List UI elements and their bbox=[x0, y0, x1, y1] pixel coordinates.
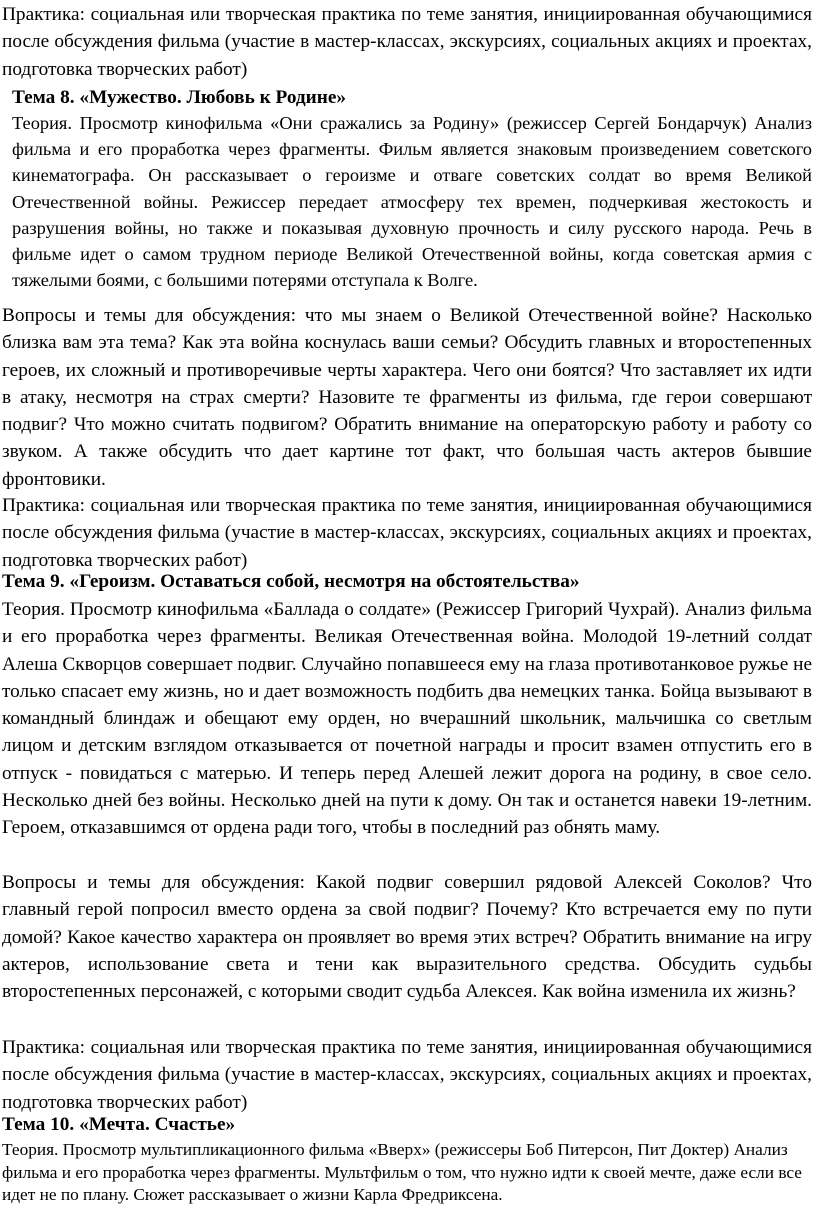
topic-8-theory-paragraph: Теория. Просмотр кинофильма «Они сражались за Родину» (режиссер Сергей Бондарчук) Анализ фильма и его проработка через фрагменты. Фильм является знаковым произведением советского кинематографа. Он рассказывает о героизме и отваге советских солдат во время Великой Отечественной войны. Режиссер передает атмосферу тех времен, подчеркивая жестокость и разрушения войны, но также и показывая духовную прочность и силу русского народа. Речь в фильме идет о самом трудном периоде Великой Отечественной войны, когда советская армия с тяжелыми боями, с большими потерями отступала к Волге. bbox=[12, 113, 812, 291]
topic-10-heading: Тема 10. «Мечта. Счастье» bbox=[2, 1114, 236, 1135]
topic-10-theory-paragraph: Теория. Просмотр мультипликационного фильма «Вверх» (режиссеры Боб Питерсон, Пит Доктер) Анализ фильма и его проработка через фрагменты. Мультфильм о том, что нужно идти к своей мечте, даже если все идет не по плану. Сюжет рассказывает о жизни Карла Фредриксена. bbox=[2, 1140, 802, 1204]
topic-9-practice-paragraph: Практика: социальная или творческая практика по теме занятия, инициированная обучающимися после обсуждения фильма (участие в мастер-классах, экскурсиях, социальных акциях и проектах, подготовка творческих работ) bbox=[2, 1037, 812, 1113]
topic-9-theory-paragraph: Теория. Просмотр кинофильма «Баллада о солдате» (Режиссер Григорий Чухрай). Анализ фильма и его проработка через фрагменты. Великая Отечественная война. Молодой 19-летний солдат Алеша Скворцов совершает подвиг. Случайно попавшееся ему на глаза противотанковое ружье не только спасает ему жизнь, но и дает возможность подбить два немецких танка. Бойца вызывают в командный блиндаж и обещают ему орден, но вчерашний школьник, мальчишка со светлым лицом и детским взглядом отказывается от почетной награды и просит взамен отпустить его в отпуск - повидаться с матерью. И теперь перед Алешей лежит дорога на родину, в свое село. Несколько дней без войны. Несколько дней на пути к дому. Он так и останется навеки 19-летним. Героем, отказавшимся от ордена ради того, чтобы в последний раз обнять маму. bbox=[2, 599, 812, 839]
topic-8-questions-paragraph: Вопросы и темы для обсуждения: что мы знаем о Великой Отечественной войне? Насколько близка вам эта тема? Как эта война коснулась ваши семьи? Обсудить главных и второстепенных героев, их сложный и противоречивые черты характера. Чего они боятся? Что заставляет их идти в атаку, несмотря на страх смерти? Назовите те фрагменты из фильма, где герои совершают подвиг? Что можно считать подвигом? Обратить внимание на операторскую работу и работу со звуком. А также обсудить что дает картине тот факт, что большая часть актеров бывшие фронтовики. bbox=[2, 305, 812, 490]
practice-paragraph: Практика: социальная или творческая практика по теме занятия, инициированная обучающимися после обсуждения фильма (участие в мастер-классах, экскурсиях, социальных акциях и проектах, подготовка творческих работ) bbox=[2, 4, 812, 80]
topic-9-questions-paragraph: Вопросы и темы для обсуждения: Какой подвиг совершил рядовой Алексей Соколов? Что главный герой попросил вместо ордена за свой подвиг? Почему? Кто встречается ему по пути домой? Какое качество характера он проявляет во время этих встреч? Обратить внимание на игру актеров, использование света и тени как выразительного средства. Обсудить судьбы второстепенных персонажей, с которыми сводит судьба Алексея. Как война изменила их жизнь? bbox=[2, 872, 812, 1003]
topic-9-heading: Тема 9. «Героизм. Оставаться собой, несмотря на обстоятельства» bbox=[2, 571, 580, 592]
topic-8-heading: Тема 8. «Мужество. Любовь к Родине» bbox=[12, 87, 347, 108]
topic-8-practice-paragraph: Практика: социальная или творческая практика по теме занятия, инициированная обучающимися после обсуждения фильма (участие в мастер-классах, экскурсиях, социальных акциях и проектах, подготовка творческих работ) bbox=[2, 495, 812, 571]
